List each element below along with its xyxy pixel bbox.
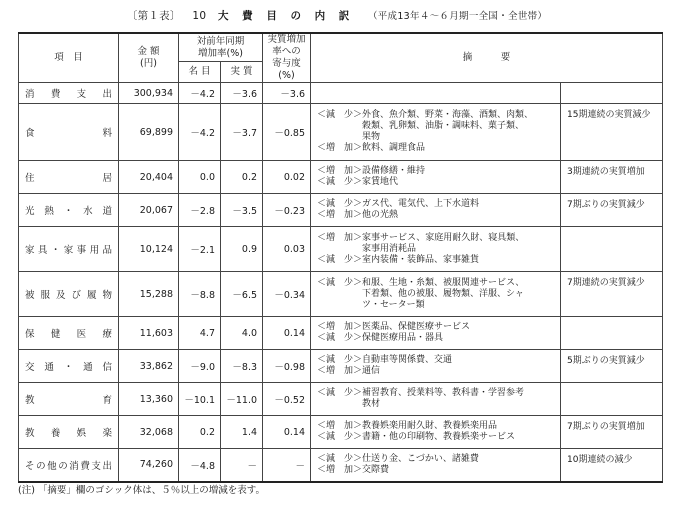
row-item: 家具・家事用品 [19, 227, 119, 272]
summary-line: ＜減 少＞和服、生地・糸類、被服関連サービス、 [317, 277, 525, 288]
summary-line: ＜減 少＞保健医療用品・器具 [317, 333, 444, 343]
row-summary [311, 104, 561, 161]
row-note [561, 383, 663, 416]
table-row [19, 449, 663, 482]
header-row-1 [19, 33, 663, 62]
row-amount: 20,067 [119, 194, 179, 227]
row-item: 保健医療 [19, 317, 119, 350]
row-nominal: －9.0 [179, 350, 221, 383]
row-real: －6.5 [221, 272, 263, 317]
row-contribution: 0.03 [263, 227, 311, 272]
table-row [19, 194, 663, 227]
row-item: 教養娯楽 [19, 416, 119, 449]
row-note: 3期連続の実質増加 [561, 161, 663, 194]
row-amount: 32,068 [119, 416, 179, 449]
row-item: 食料 [19, 104, 119, 161]
row-note [561, 83, 663, 104]
row-nominal: 0.2 [179, 416, 221, 449]
row-note: 10期連続の減少 [561, 449, 663, 482]
row-real: －11.0 [221, 383, 263, 416]
row-summary [311, 83, 561, 104]
row-amount: 20,404 [119, 161, 179, 194]
summary-line: ＜増 加＞他の光熱 [317, 210, 399, 220]
row-contribution: － [263, 449, 311, 482]
summary-line: ＜減 少＞家賃地代 [317, 177, 399, 187]
summary-line: ＜減 少＞ガス代、電気代、上下水道料 [317, 199, 480, 209]
row-nominal: －10.1 [179, 383, 221, 416]
section-number: 10 [192, 10, 207, 22]
row-real: 0.9 [221, 227, 263, 272]
row-contribution: －3.6 [263, 83, 311, 104]
summary-line: ＜増 加＞飲料、調理食品 [317, 143, 426, 153]
summary-line: ＜増 加＞設備修繕・維持 [317, 166, 426, 176]
row-contribution: 0.02 [263, 161, 311, 194]
row-item: 消費支出 [19, 83, 119, 104]
row-real: － [221, 449, 263, 482]
row-note: 7期ぶりの実質減少 [561, 194, 663, 227]
row-note [561, 317, 663, 350]
summary-line: ＜増 加＞医薬品、保健医療サービス [317, 322, 471, 332]
table-row [19, 104, 663, 161]
summary-line: ＜増 加＞通信 [317, 366, 381, 376]
summary-line: ＜減 少＞書籍・他の印刷物、教養娯楽サービス [317, 432, 516, 442]
summary-line: ＜減 少＞仕送り金、こづかい、諸雑費 [317, 453, 479, 464]
row-summary [311, 350, 561, 383]
header-nominal: 名 目 [179, 62, 221, 83]
row-real: －3.7 [221, 104, 263, 161]
row-summary [311, 383, 561, 416]
table-body [19, 83, 663, 482]
row-amount: 74,260 [119, 449, 179, 482]
row-item: 光熱・水道 [19, 194, 119, 227]
row-amount: 11,603 [119, 317, 179, 350]
row-contribution: －0.34 [263, 272, 311, 317]
row-summary [311, 194, 561, 227]
row-real: 4.0 [221, 317, 263, 350]
footnote: (注) 「摘要」欄のゴシック体は、５％以上の増減を表す。 [18, 485, 265, 496]
row-contribution: －0.52 [263, 383, 311, 416]
row-summary [311, 317, 561, 350]
summary-line: ＜減 少＞室内装備・装飾品、家事雑貨 [317, 254, 480, 265]
summary-line: ツ・セーター類 [317, 299, 425, 310]
summary-line: ＜減 少＞補習教育、授業料等、教科書・学習参考 [317, 388, 525, 398]
row-nominal: 0.0 [179, 161, 221, 194]
row-summary [311, 227, 561, 272]
row-nominal: －4.8 [179, 449, 221, 482]
summary-line: ＜増 加＞教養娯楽用耐久財、教養娯楽用品 [317, 421, 498, 431]
summary-line: ＜減 少＞外食、魚介類、野菜・海藻、酒類、肉類、 [317, 110, 534, 120]
table-row [19, 227, 663, 272]
table-row [19, 83, 663, 104]
header-contribution: 実質増加 率への 寄与度 (%) [263, 33, 311, 83]
row-nominal: －2.1 [179, 227, 221, 272]
row-amount: 69,899 [119, 104, 179, 161]
row-nominal: －4.2 [179, 104, 221, 161]
header-amount: 金 額 (円) [119, 33, 179, 83]
row-real: －8.3 [221, 350, 263, 383]
title-subtitle: （平成13年４～６月期一全国・全世帯） [367, 11, 548, 22]
row-contribution: －0.85 [263, 104, 311, 161]
title-main: 大 費 目 の 内 訳 [218, 10, 355, 22]
row-summary [311, 449, 561, 482]
row-summary [311, 272, 561, 317]
summary-line: 家事用消耗品 [317, 243, 417, 254]
row-item: その他の消費支出 [19, 449, 119, 482]
row-nominal: －4.2 [179, 83, 221, 104]
table-row [19, 161, 663, 194]
row-contribution: －0.98 [263, 350, 311, 383]
row-real: －3.6 [221, 83, 263, 104]
row-nominal: －2.8 [179, 194, 221, 227]
row-note: 7期ぶりの実質増加 [561, 416, 663, 449]
row-item: 住居 [19, 161, 119, 194]
row-amount: 13,360 [119, 383, 179, 416]
row-note: 7期連続の実質減少 [561, 272, 663, 317]
row-real: 1.4 [221, 416, 263, 449]
row-nominal: －8.8 [179, 272, 221, 317]
row-note [561, 227, 663, 272]
summary-line: ＜増 加＞家事サービス、家庭用耐久財、寝具類、 [317, 232, 525, 243]
row-contribution: －0.23 [263, 194, 311, 227]
summary-line: 穀類、乳卵類、油脂・調味料、菓子類、 [317, 121, 525, 131]
header-yoy: 対前年同期 増加率(%) [179, 33, 263, 62]
row-summary [311, 161, 561, 194]
row-amount: 33,862 [119, 350, 179, 383]
row-note: 15期連続の実質減少 [561, 104, 663, 161]
header-item: 項 目 [19, 33, 119, 83]
header-real: 実 質 [221, 62, 263, 83]
table-row [19, 383, 663, 416]
row-item: 教育 [19, 383, 119, 416]
row-item: 被服及び履物 [19, 272, 119, 317]
row-contribution: 0.14 [263, 317, 311, 350]
header-summary: 摘 要 [311, 33, 663, 83]
row-contribution: 0.14 [263, 416, 311, 449]
row-item: 交通・通信 [19, 350, 119, 383]
row-real: －3.5 [221, 194, 263, 227]
row-amount: 10,124 [119, 227, 179, 272]
row-real: 0.2 [221, 161, 263, 194]
row-note: 5期ぶりの実質減少 [561, 350, 663, 383]
table-row [19, 350, 663, 383]
row-amount: 300,934 [119, 83, 179, 104]
row-summary [311, 416, 561, 449]
summary-line: 果物 [317, 132, 381, 142]
table-title [0, 8, 674, 23]
row-nominal: 4.7 [179, 317, 221, 350]
table-number: 〔第１表〕 [126, 10, 181, 22]
summary-line: 下着類、他の被服、履物類、洋服、シャ [317, 288, 524, 299]
table-row [19, 317, 663, 350]
summary-line: ＜増 加＞交際費 [317, 464, 390, 475]
summary-line: ＜減 少＞自動車等関係費、交通 [317, 355, 453, 365]
table-row [19, 272, 663, 317]
row-amount: 15,288 [119, 272, 179, 317]
expenditure-table [18, 32, 663, 483]
summary-line: 教材 [317, 399, 381, 409]
table-row [19, 416, 663, 449]
